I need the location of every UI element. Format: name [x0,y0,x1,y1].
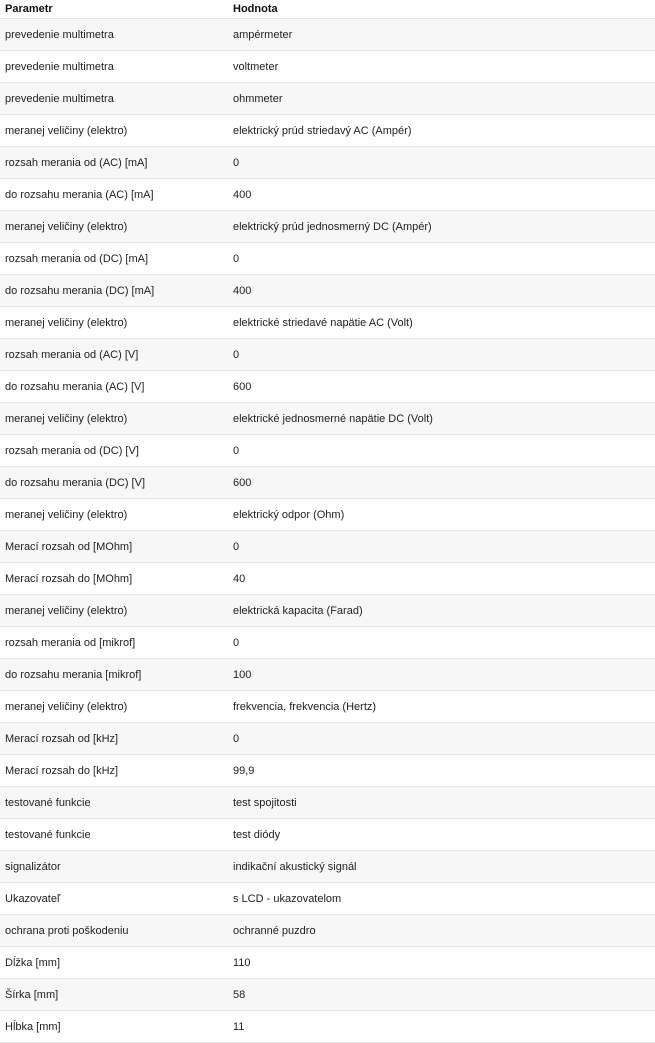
table-row [0,179,655,211]
parameter-cell: Dĺžka [mm] [0,947,228,979]
table-row [0,755,655,787]
table-row [0,243,655,275]
parameter-cell: do rozsahu merania (AC) [mA] [0,179,228,211]
parameter-cell: do rozsahu merania [mikrof] [0,659,228,691]
parameter-cell: meranej veličiny (elektro) [0,691,228,723]
value-cell: s LCD - ukazovatelom [228,883,655,915]
value-cell: 0 [228,723,655,755]
header-value: Hodnota [228,0,655,19]
table-row [0,531,655,563]
parameter-cell: do rozsahu merania (DC) [mA] [0,275,228,307]
table-row [0,883,655,915]
table-row [0,307,655,339]
parameter-cell: Merací rozsah do [kHz] [0,755,228,787]
table-row [0,115,655,147]
table-row [0,499,655,531]
value-cell: 600 [228,371,655,403]
table-row [0,83,655,115]
value-cell: 0 [228,531,655,563]
table-row [0,787,655,819]
table-row [0,627,655,659]
parameter-cell: Merací rozsah od [kHz] [0,723,228,755]
value-cell: elektrické jednosmerné napätie DC (Volt) [228,403,655,435]
value-cell: 600 [228,467,655,499]
table-row [0,371,655,403]
table-row [0,275,655,307]
value-cell: 100 [228,659,655,691]
value-cell: ohmmeter [228,83,655,115]
table-row [0,211,655,243]
parameter-cell: meranej veličiny (elektro) [0,211,228,243]
value-cell: 0 [228,339,655,371]
parameter-cell: meranej veličiny (elektro) [0,307,228,339]
parameter-cell: Hĺbka [mm] [0,1011,228,1043]
value-cell: 400 [228,179,655,211]
table-row [0,915,655,947]
table-row [0,19,655,51]
table-row [0,659,655,691]
value-cell: voltmeter [228,51,655,83]
value-cell: ampérmeter [228,19,655,51]
value-cell: 0 [228,147,655,179]
value-cell: 40 [228,563,655,595]
value-cell: 0 [228,435,655,467]
header-row [0,0,655,19]
parameter-cell: rozsah merania od (AC) [V] [0,339,228,371]
value-cell: 99,9 [228,755,655,787]
table-row [0,403,655,435]
table-row [0,691,655,723]
parameter-cell: rozsah merania od (DC) [mA] [0,243,228,275]
table-row [0,339,655,371]
parameter-cell: do rozsahu merania (AC) [V] [0,371,228,403]
table-header [0,0,655,19]
table-row [0,723,655,755]
header-parameter: Parametr [0,0,228,19]
value-cell: frekvencia, frekvencia (Hertz) [228,691,655,723]
parameter-cell: signalizátor [0,851,228,883]
table-row [0,819,655,851]
value-cell: 0 [228,627,655,659]
table-row [0,851,655,883]
value-cell: 400 [228,275,655,307]
parameter-cell: rozsah merania od (DC) [V] [0,435,228,467]
parameter-cell: rozsah merania od [mikrof] [0,627,228,659]
parameter-cell: meranej veličiny (elektro) [0,499,228,531]
parameter-cell: prevedenie multimetra [0,51,228,83]
parameter-cell: Merací rozsah od [MOhm] [0,531,228,563]
parameter-cell: rozsah merania od (AC) [mA] [0,147,228,179]
value-cell: elektrická kapacita (Farad) [228,595,655,627]
parameter-cell: testované funkcie [0,787,228,819]
parameter-cell: meranej veličiny (elektro) [0,115,228,147]
value-cell: 58 [228,979,655,1011]
value-cell: elektrický prúd striedavý AC (Ampér) [228,115,655,147]
parameter-cell: meranej veličiny (elektro) [0,403,228,435]
parameter-cell: testované funkcie [0,819,228,851]
value-cell: test spojitosti [228,787,655,819]
parameter-cell: Šírka [mm] [0,979,228,1011]
parameter-cell: meranej veličiny (elektro) [0,595,228,627]
table-row [0,467,655,499]
parameter-cell: prevedenie multimetra [0,83,228,115]
value-cell: test diódy [228,819,655,851]
parameter-cell: Merací rozsah do [MOhm] [0,563,228,595]
table-row [0,563,655,595]
value-cell: elektrický odpor (Ohm) [228,499,655,531]
table-row [0,947,655,979]
parameter-cell: prevedenie multimetra [0,19,228,51]
value-cell: indikační akustický signál [228,851,655,883]
parameter-cell: do rozsahu merania (DC) [V] [0,467,228,499]
parameter-cell: ochrana proti poškodeniu [0,915,228,947]
value-cell: elektrické striedavé napätie AC (Volt) [228,307,655,339]
table-row [0,147,655,179]
table-row [0,1011,655,1043]
parameter-cell: Ukazovateľ [0,883,228,915]
value-cell: ochranné puzdro [228,915,655,947]
value-cell: 110 [228,947,655,979]
table-row [0,435,655,467]
table-row [0,979,655,1011]
table-row [0,595,655,627]
table-body [0,19,655,1043]
value-cell: 11 [228,1011,655,1043]
table-row [0,51,655,83]
value-cell: 0 [228,243,655,275]
value-cell: elektrický prúd jednosmerný DC (Ampér) [228,211,655,243]
